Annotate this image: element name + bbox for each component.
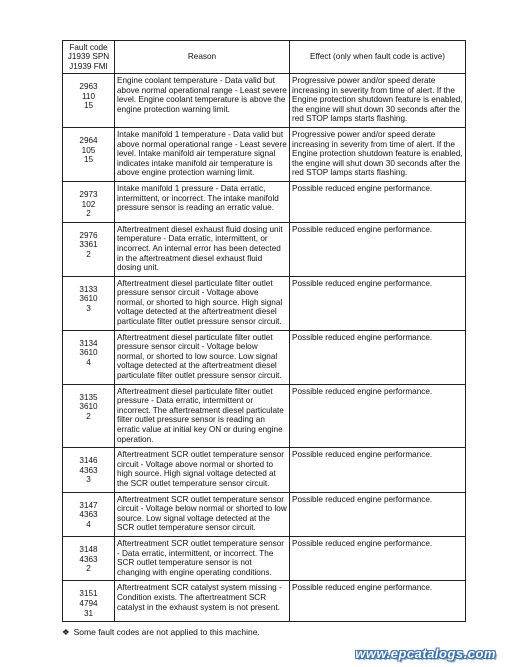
fault-code-line: 3151: [79, 589, 98, 599]
footnote-text: Some fault codes are not applied to this machine.: [73, 627, 260, 637]
table-header-row: [63, 41, 466, 74]
effect-cell: Progressive power and/or speed derate increasing in severity from time of alert. If the Engine protection shutdown feature is enabled, the engine will shut down 30 seconds after the red STOP lamps starts flashing.: [290, 74, 466, 128]
fault-code-cell: [63, 536, 115, 580]
fault-code-cell: [63, 222, 115, 276]
effect-cell: Possible reduced engine performance.: [290, 276, 466, 330]
reason-cell: Aftertreatment diesel particulate filter outlet pressure sensor circuit - Voltage below normal, or shorted to low source. Low signal voltage detected at the aftertreatment diesel particulate filter outlet pressure sensor circuit.: [115, 330, 290, 384]
fault-code-line: 15: [83, 101, 94, 111]
header-code-line: J1939 SPN: [67, 52, 110, 62]
header-reason: Reason: [115, 41, 290, 74]
header-code-line: J1939 FMI: [69, 61, 108, 71]
fault-code-line: 2: [86, 249, 91, 259]
fault-code-line: 2964: [79, 135, 98, 145]
table-row: [63, 581, 466, 622]
fault-code-line: 2963: [79, 82, 98, 91]
fault-code-cell: [63, 581, 115, 622]
fault-code-cell: [63, 448, 115, 492]
footnote: [62, 627, 260, 638]
watermark: www.epcatalogs.com: [355, 646, 496, 661]
diamond-bullet-icon: ❖: [62, 627, 70, 637]
fault-code-line: 4: [86, 519, 91, 529]
fault-code-cell: [63, 74, 115, 128]
reason-cell: Aftertreatment diesel exhaust fluid dosing unit temperature - Data erratic, intermittent, or incorrect. An internal error has been detected in the aftertreatment diesel exhaust fluid dosing unit.: [115, 222, 290, 276]
fault-code-line: 31: [83, 608, 94, 618]
effect-cell: Possible reduced engine performance.: [290, 330, 466, 384]
fault-code-cell: [63, 276, 115, 330]
fault-code-line: 3610: [79, 402, 98, 412]
table-row: [63, 536, 466, 580]
fault-code-line: 102: [81, 199, 96, 209]
fault-code-line: 4794: [79, 598, 98, 608]
fault-code-cell: [63, 127, 115, 181]
fault-code-line: 3610: [79, 294, 98, 304]
fault-code-line: 3610: [79, 348, 98, 358]
fault-code-line: 3135: [79, 392, 98, 402]
effect-cell: Possible reduced engine performance.: [290, 536, 466, 580]
header-effect: Effect (only when fault code is active): [290, 41, 466, 74]
fault-code-cell: [63, 181, 115, 222]
table-row: [63, 448, 466, 492]
fault-code-line: 3146: [79, 456, 98, 466]
fault-code-line: 2: [86, 411, 91, 421]
table-row: [63, 330, 466, 384]
fault-code-line: 2: [86, 564, 91, 574]
table-row: [63, 222, 466, 276]
table-row: [63, 276, 466, 330]
fault-code-line: 4363: [79, 554, 98, 564]
fault-code-cell: [63, 330, 115, 384]
fault-code-line: 3147: [79, 500, 98, 510]
effect-cell: Progressive power and/or speed derate increasing in severity from time of alert. If the Engine protection shutdown feature is enabled, the engine will shut down 30 seconds after the red STOP lamps starts flashing.: [290, 127, 466, 181]
fault-code-line: 3361: [79, 240, 98, 250]
effect-cell: Possible reduced engine performance.: [290, 384, 466, 448]
fault-code-line: 3133: [79, 284, 98, 294]
reason-cell: Aftertreatment diesel particulate filter outlet pressure - Data erratic, intermittent or incorrect. The aftertreatment diesel particulate filter outlet pressure sensor is reading an erratic value at initial key ON or during engine operation.: [115, 384, 290, 448]
reason-cell: Intake manifold 1 pressure - Data erratic, intermittent, or incorrect. The intake manifold pressure sensor is reading an erratic value.: [115, 181, 290, 222]
table-row: [63, 181, 466, 222]
reason-cell: Aftertreatment SCR outlet temperature sensor - Data erratic, intermittent, or incorrect. The SCR outlet temperature sensor is not changing with engine operating conditions.: [115, 536, 290, 580]
fault-code-line: 3: [86, 303, 91, 313]
fault-code-line: 105: [81, 145, 96, 155]
table-row: [63, 492, 466, 536]
reason-cell: Intake manifold 1 temperature - Data valid but above normal operational range - Least severe level. Intake manifold air temperature signal indicates intake manifold air temperature is above engine protection warning limit.: [115, 127, 290, 181]
reason-cell: Engine coolant temperature - Data valid but above normal operational range - Least severe level. Engine coolant temperature is above the engine protection warning limit.: [115, 74, 290, 128]
fault-code-line: 3: [86, 475, 91, 485]
fault-code-table: [62, 40, 466, 622]
fault-code-line: 15: [83, 155, 94, 165]
fault-code-line: 4363: [79, 510, 98, 520]
fault-code-cell: [63, 384, 115, 448]
fault-code-line: 3134: [79, 338, 98, 348]
reason-cell: Aftertreatment SCR outlet temperature sensor circuit - Voltage above normal or shorted to high source. High signal voltage detected at the SCR outlet temperature sensor circuit.: [115, 448, 290, 492]
fault-code-cell: [63, 492, 115, 536]
fault-code-line: 2973: [79, 189, 98, 199]
table-row: [63, 74, 466, 128]
effect-cell: Possible reduced engine performance.: [290, 581, 466, 622]
header-code-line: Fault code: [69, 42, 108, 52]
reason-cell: Aftertreatment SCR catalyst system missing - Condition exists. The aftertreatment SCR catalyst in the exhaust system is not present.: [115, 581, 290, 622]
effect-cell: Possible reduced engine performance.: [290, 181, 466, 222]
table-row: [63, 127, 466, 181]
reason-cell: Aftertreatment SCR outlet temperature sensor circuit - Voltage below normal or shorted to low source. Low signal voltage detected at the SCR outlet temperature sensor circuit.: [115, 492, 290, 536]
table-row: [63, 384, 466, 448]
reason-cell: Aftertreatment diesel particulate filter outlet pressure sensor circuit - Voltage above normal, or shorted to high source. High signal voltage detected at the aftertreatment diesel particulate filter outlet pressure sensor circuit.: [115, 276, 290, 330]
fault-code-line: 4363: [79, 465, 98, 475]
effect-cell: Possible reduced engine performance.: [290, 448, 466, 492]
fault-code-line: 2976: [79, 230, 98, 240]
fault-code-line: 2: [86, 209, 91, 219]
effect-cell: Possible reduced engine performance.: [290, 222, 466, 276]
fault-code-line: 3148: [79, 544, 98, 554]
fault-code-line: 110: [81, 91, 96, 101]
fault-code-line: 4: [86, 357, 91, 367]
header-fault-code: [63, 41, 115, 74]
effect-cell: Possible reduced engine performance.: [290, 492, 466, 536]
